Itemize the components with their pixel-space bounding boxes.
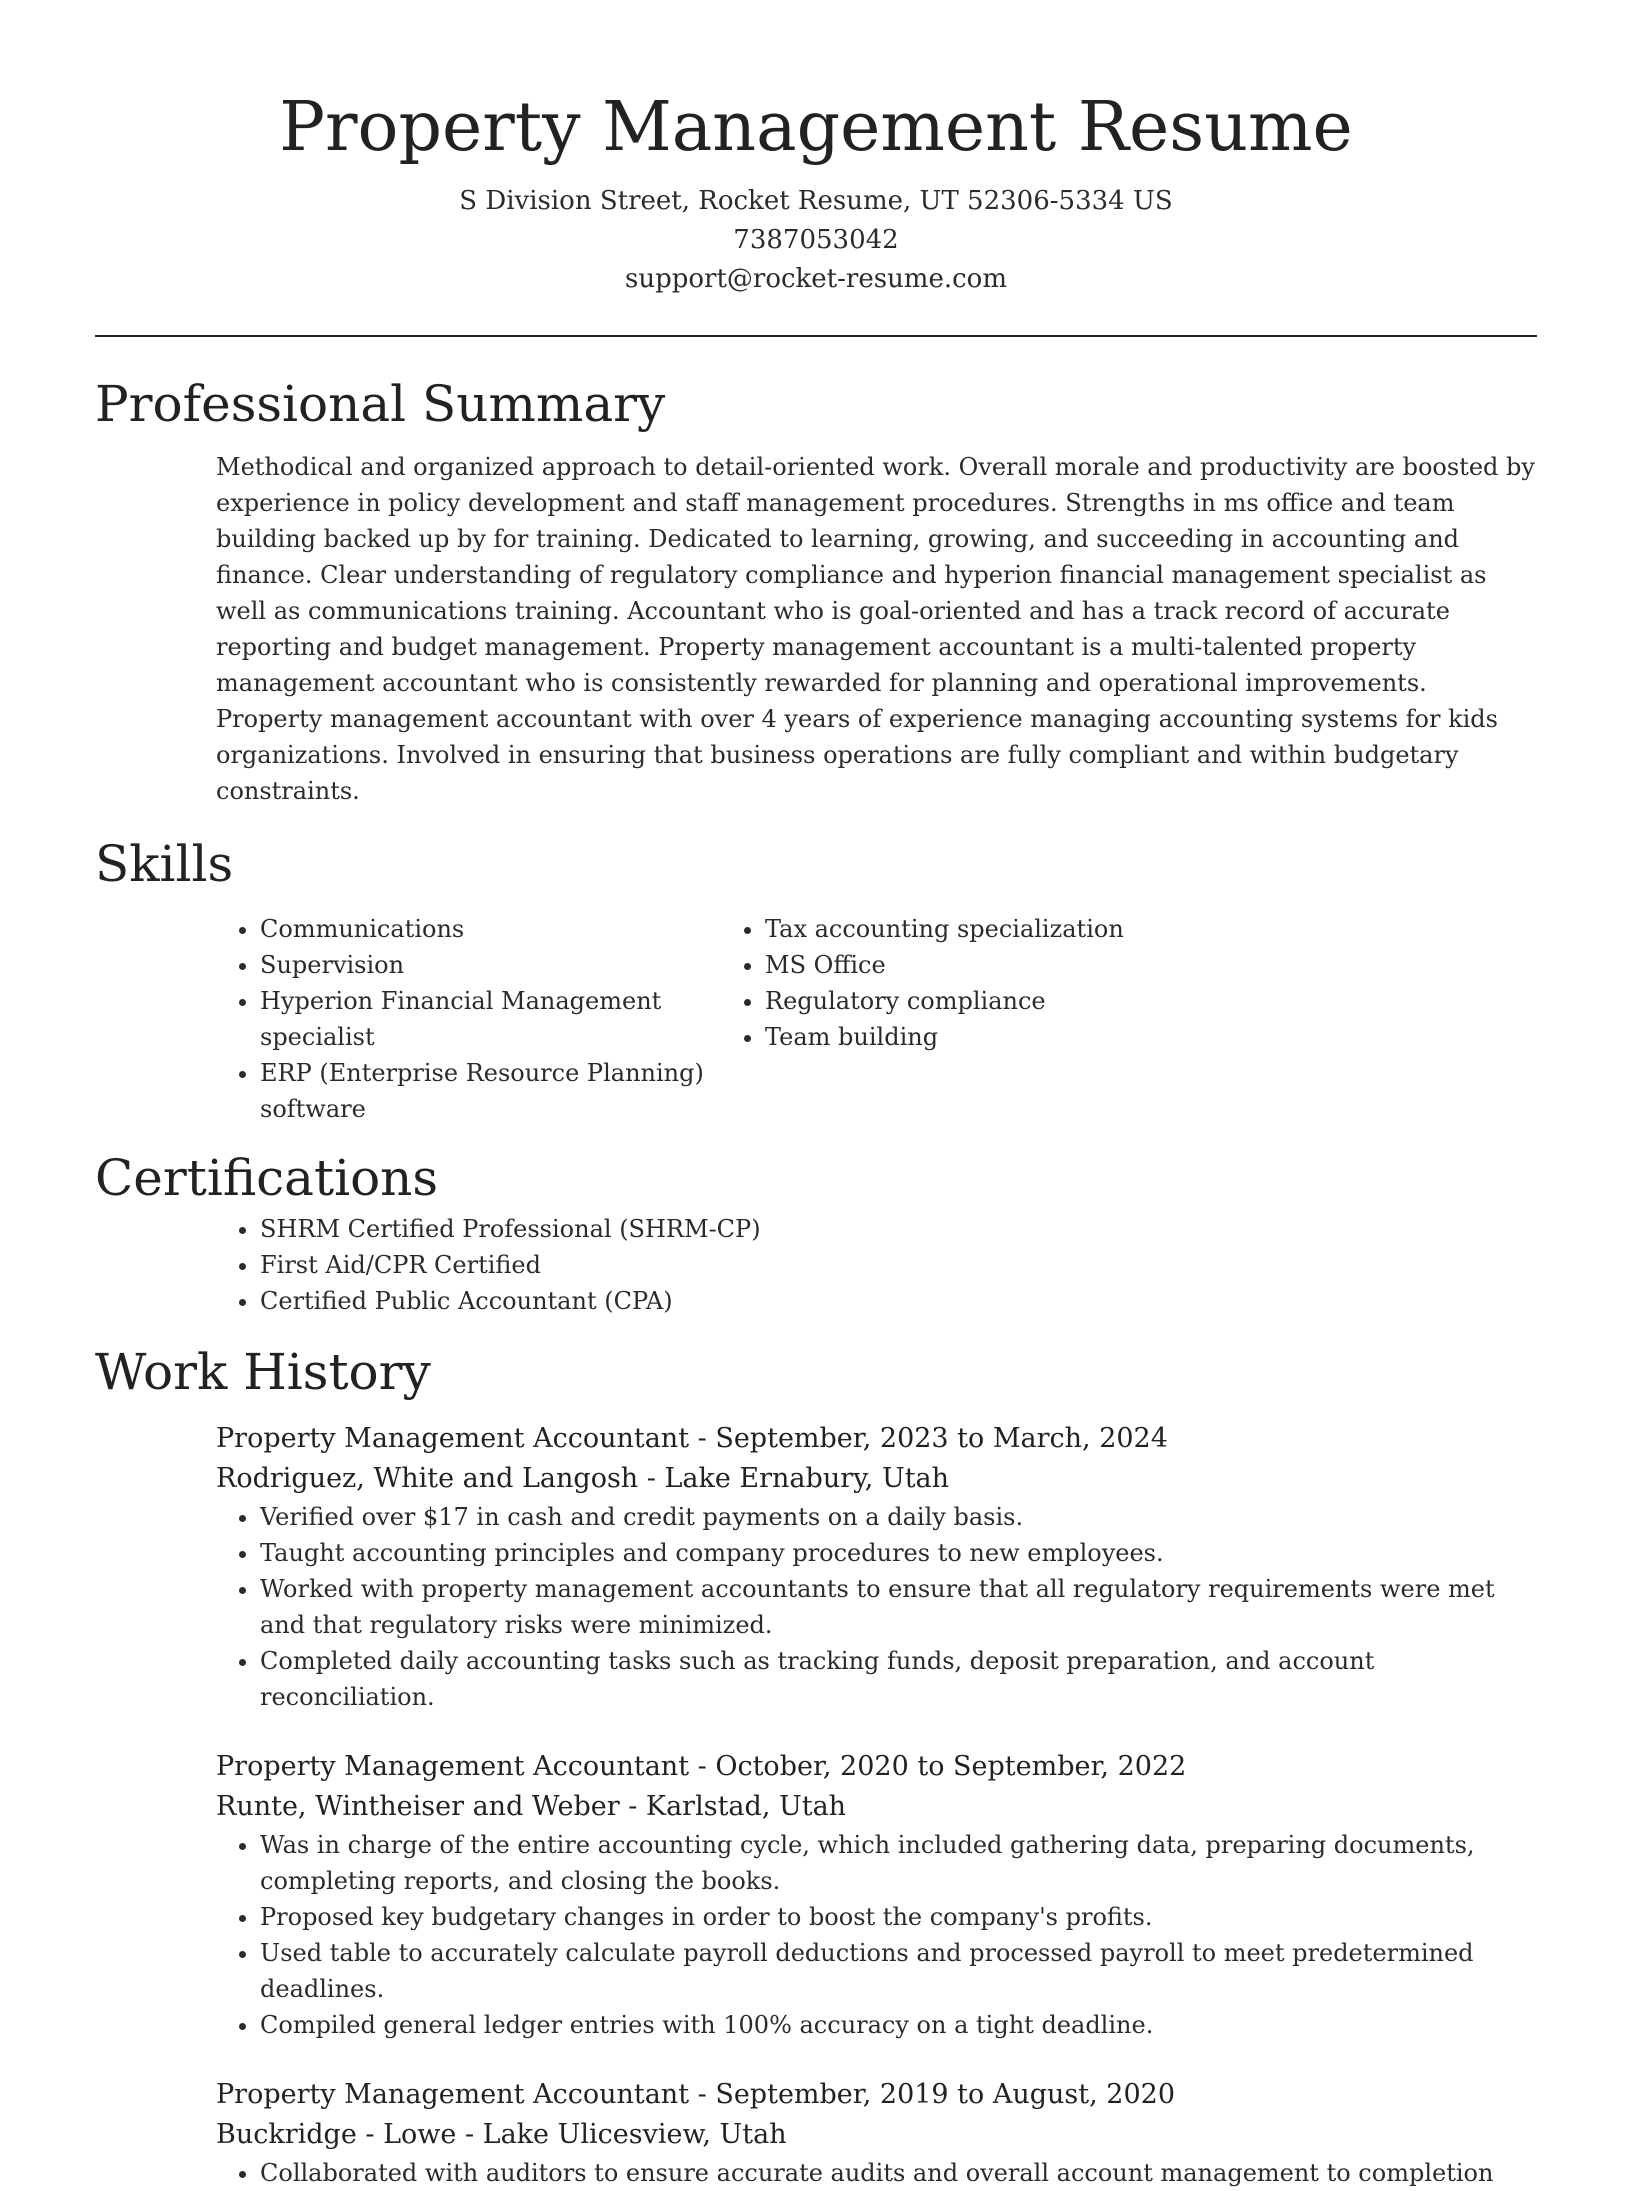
work-history-section — [95, 1339, 1537, 2191]
work-history-heading: Work History — [95, 1343, 431, 1401]
contact-address: S Division Street, Rocket Resume, UT 52306-5334 US — [459, 186, 1173, 216]
resume-header — [95, 0, 1537, 299]
job-title-dates: Property Management Accountant - September, 2023 to March, 2024 — [216, 1423, 1168, 1454]
skills-grid — [95, 911, 1537, 1127]
job-bullet: • Completed daily accounting tasks such as tracking funds, deposit preparation, and account reconciliation. — [260, 1643, 1537, 1715]
skill-item: • ERP (Enterprise Resource Planning) software — [260, 1055, 745, 1127]
certifications-list — [95, 1211, 1537, 1319]
contact-info — [95, 182, 1537, 299]
certification-item: • SHRM Certified Professional (SHRM-CP) — [260, 1211, 1537, 1247]
summary-heading: Professional Summary — [95, 375, 666, 433]
skill-item: • Supervision — [260, 947, 745, 983]
certifications-heading: Certifications — [95, 1149, 439, 1207]
certification-item: • Certified Public Accountant (CPA) — [260, 1283, 1537, 1319]
skill-item: • Communications — [260, 911, 745, 947]
job-bullet: • Proposed key budgetary changes in order to boost the company's profits. — [260, 1899, 1537, 1935]
job-employer-location: Buckridge - Lowe - Lake Ulicesview, Utah — [216, 2119, 787, 2150]
certification-item: • First Aid/CPR Certified — [260, 1247, 1537, 1283]
skills-column-right — [745, 911, 1395, 1127]
certifications-section — [95, 1145, 1537, 1319]
job-bullet: • Used table to accurately calculate payroll deductions and processed payroll to meet predetermined deadlines. — [260, 1935, 1537, 2007]
job-title-dates: Property Management Accountant - October, 2020 to September, 2022 — [216, 1751, 1187, 1782]
job-entry — [95, 2075, 1537, 2155]
job-bullet: • Compiled general ledger entries with 100% accuracy on a tight deadline. — [260, 2007, 1537, 2043]
job-bullet: • Taught accounting principles and company procedures to new employees. — [260, 1535, 1537, 1571]
job-employer-location: Runte, Wintheiser and Weber - Karlstad, Utah — [216, 1791, 847, 1822]
skills-section — [95, 831, 1537, 1127]
skill-item: • Hyperion Financial Management specialist — [260, 983, 745, 1055]
job-entry — [95, 1747, 1537, 1827]
job-entry — [95, 1419, 1537, 1499]
job-bullets — [95, 2155, 1537, 2191]
skill-item: • Tax accounting specialization — [765, 911, 1395, 947]
job-bullet: • Was in charge of the entire accounting cycle, which included gathering data, preparing documents, completing reports, and closing the books. — [260, 1827, 1537, 1899]
job-employer-location: Rodriguez, White and Langosh - Lake Ernabury, Utah — [216, 1463, 950, 1494]
contact-email: support@rocket-resume.com — [624, 264, 1007, 294]
page-title: Property Management Resume — [279, 88, 1353, 167]
skills-column-left — [95, 911, 745, 1127]
job-title-dates: Property Management Accountant - September, 2019 to August, 2020 — [216, 2079, 1176, 2110]
skill-item: • Regulatory compliance — [765, 983, 1395, 1019]
contact-phone: 7387053042 — [733, 225, 899, 255]
job-bullet: • Worked with property management accountants to ensure that all regulatory requirements were met and that regulatory risks were minimized. — [260, 1571, 1537, 1643]
job-bullet: • Verified over $17 in cash and credit payments on a daily basis. — [260, 1499, 1537, 1535]
job-bullets — [95, 1499, 1537, 1715]
summary-text: Methodical and organized approach to detail-oriented work. Overall morale and productivity are boosted by experience in policy development and staff management procedures. Strengths in ms office and team building backed up by for training. Dedicated to learning, growing, and succeeding in accounting and finance. Clear understanding of regulatory compliance and hyperion financial management specialist as well as communications training. Accountant who is goal-oriented and has a track record of accurate reporting and budget management. Property management accountant is a multi-talented property management accountant who is consistently rewarded for planning and operational improvements. Property management accountant with over 4 years of experience managing accounting systems for kids organizations. Involved in ensuring that business operations are fully compliant and within budgetary constraints. — [216, 453, 1535, 805]
skills-heading: Skills — [95, 835, 234, 893]
job-bullets — [95, 1827, 1537, 2043]
skill-item: • Team building — [765, 1019, 1395, 1055]
header-divider — [95, 335, 1537, 337]
summary-section — [95, 371, 1537, 809]
job-bullet: • Collaborated with auditors to ensure accurate audits and overall account management to completion — [260, 2155, 1537, 2191]
skill-item: • MS Office — [765, 947, 1395, 983]
